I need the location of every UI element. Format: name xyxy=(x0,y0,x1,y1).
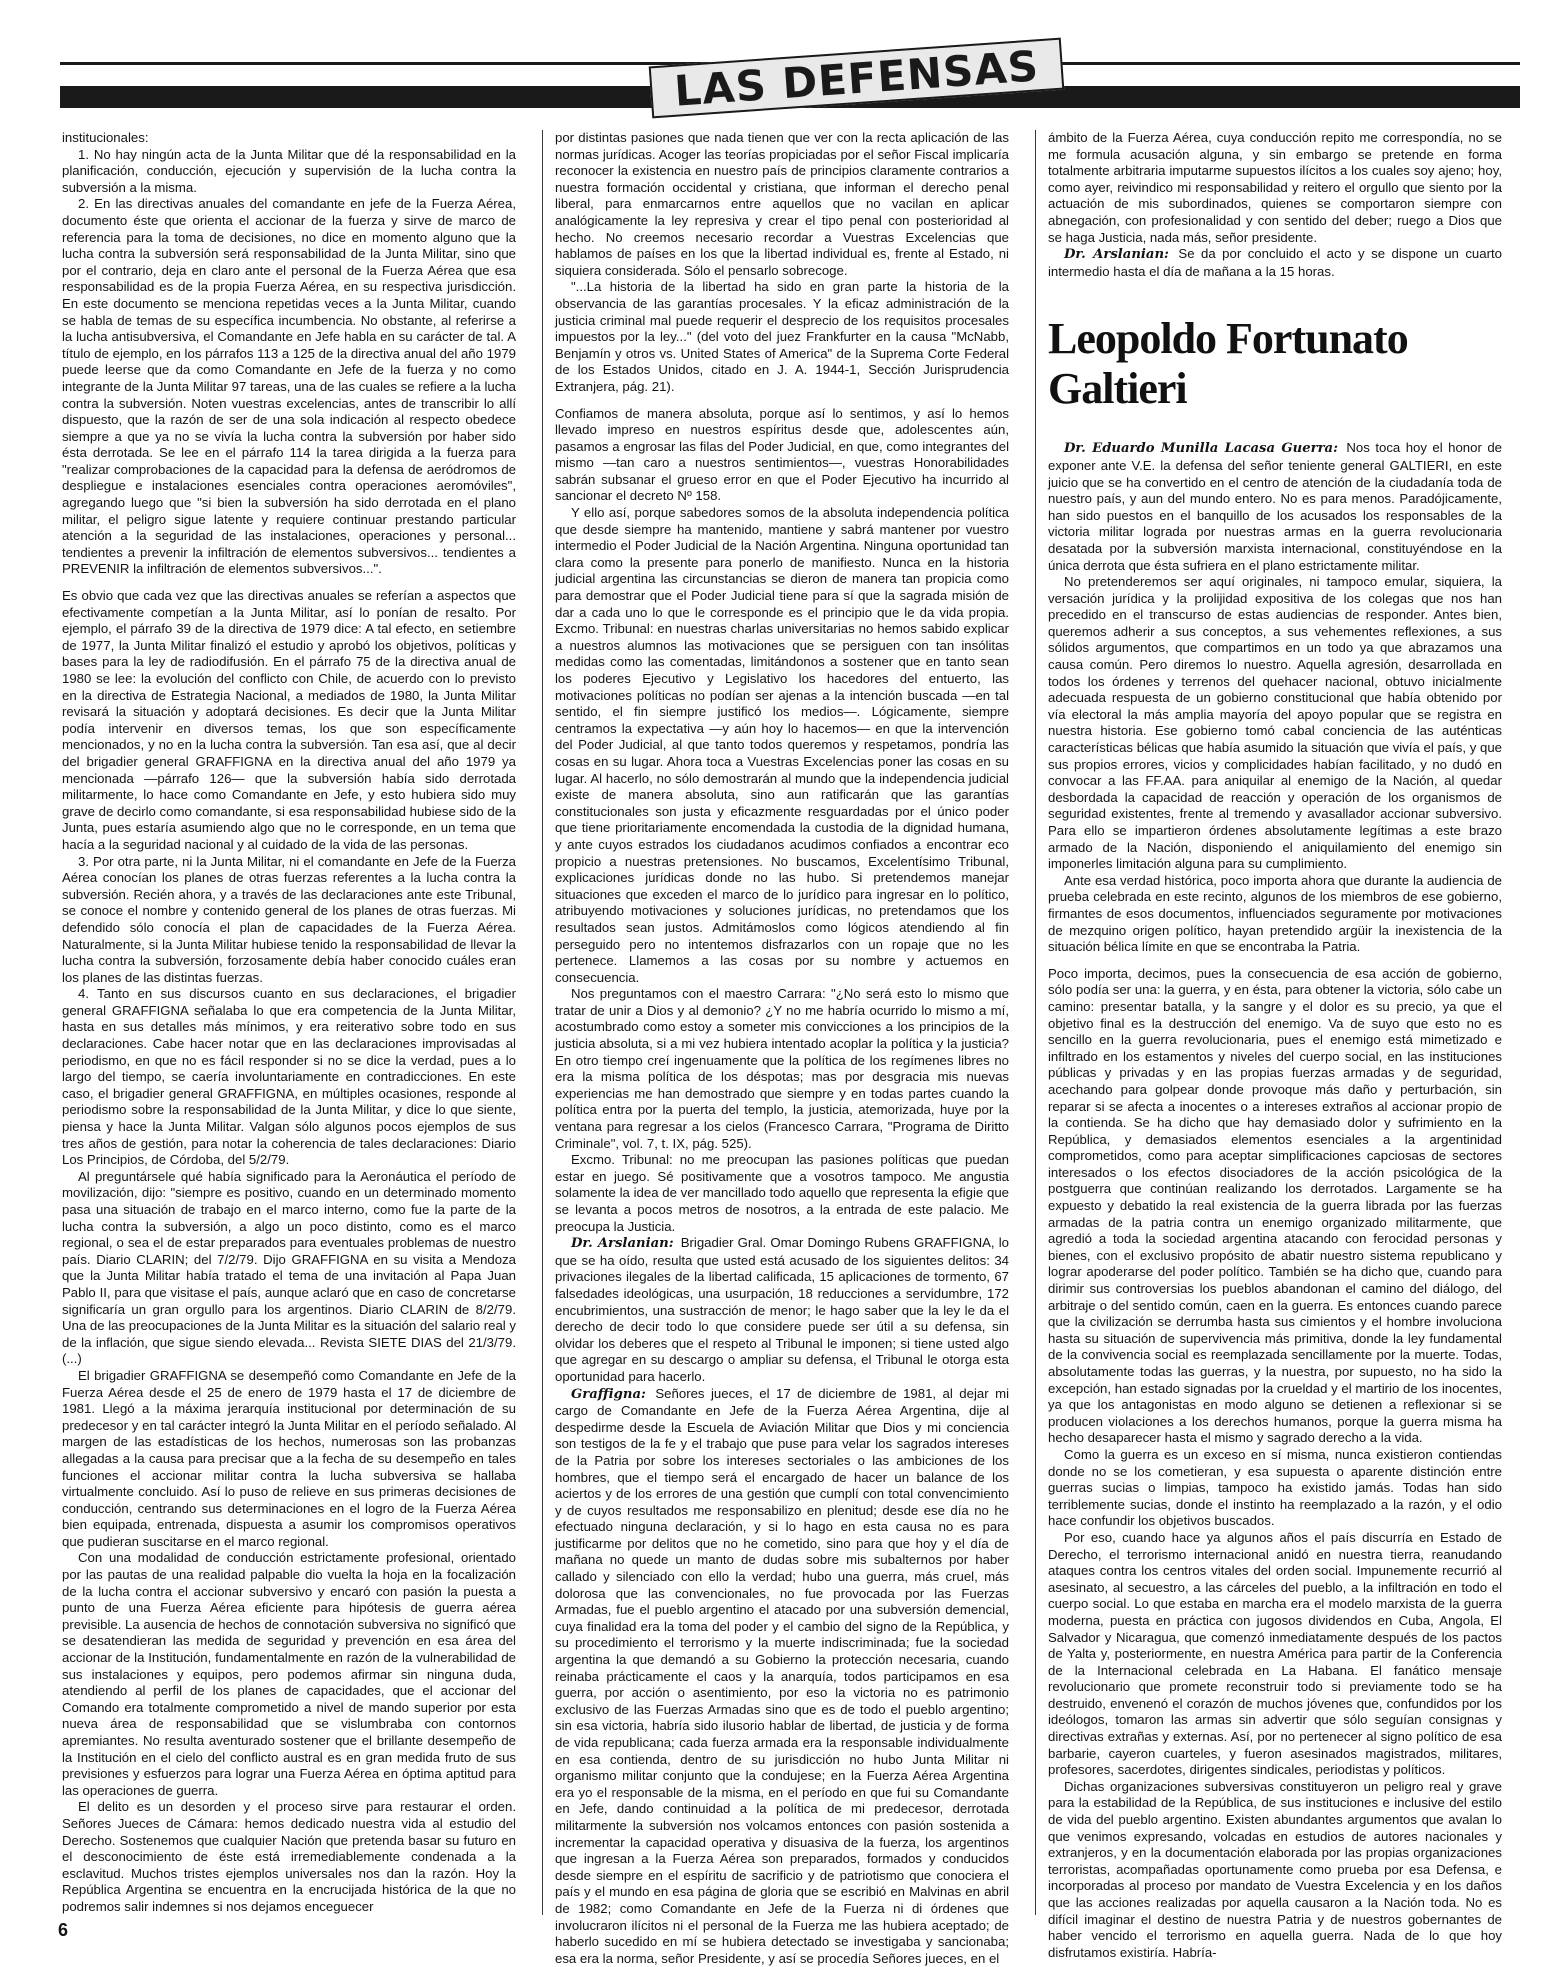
paragraph: por distintas pasiones que nada tienen que ver con la recta aplicación de las normas jurídicas. Acoger las teorías propiciadas por el señor Fiscal implicaría reconocer la existencia en nuestro país de principios claramente contrarios a nuestra formación occidental y cristiana, que informan el derecho penal liberal, para enmarcarnos entre aquellos que no vacilan en aplicar analógicamente la ley represiva y crear el tipo penal con posterioridad al hecho. No creemos necesario recordar a Vuestras Excelencias que hablamos de países en los que la libertad individual es, frente al Estado, ni siquiera considerada. Sólo el pensarlo sobrecoge. xyxy=(555,130,1009,278)
speaker-paragraph xyxy=(1048,246,1502,280)
speaker-paragraph xyxy=(555,1235,1009,1385)
paragraph: Poco importa, decimos, pues la consecuencia de esa acción de gobierno, sólo podía ser una: la guerra, y en ésta, para obtener la victoria, sólo cabe un camino: presentar batalla, y la sangre y el dolor es su precio, ya que el objetivo final es la destrucción del enemigo. Va de suyo que esto no es sencillo en la guerra revolucionaria, pues el enemigo está mimetizado e infiltrado en los estamentos y niveles del cuerpo social, en las instituciones públicas y privadas y en las propias fuerzas armadas y de seguridad, acechando para golpear donde provoque más daño y perturbación, sin reparar si se afecta a inocentes o a intereses extraños al accionar propio de la contienda. Se ha dicho que hay demasiado dolor y sufrimiento en la República, y demasiados elementos esenciales a la argentinidad comprometidos, como para aceptar simplificaciones capciosas de sectores interesados o los efectos disociadores de la acción psicológica de la postguerra que continúan realizando los derrotados. Largamente se ha expuesto y debatido la real existencia de la guerra librada por las fuerzas armadas de la patria contra un enemigo organizado militarmente, que agredió a toda la sociedad argentina atacando con ferocidad personas y bienes, con el exclusivo propósito de abatir nuestro sistema republicano y lograr apoderarse del poder político. También se ha dicho que, cuando para dirimir sus controversias los pueblos abandonan el camino del diálogo, del arbitraje o del sentido común, caen en la guerra. Es entonces cuando parece que la civilización se derrumba hasta sus cimientos y el hombre involuciona hasta su situación de supervivencia más primitiva, donde la ley fundamental de la convivencia social es reemplazada sencillamente por la muerte. Todas, absolutamente todas las guerras, y la nuestra, por supuesto, no ha sido la excepción, han estado signadas por la crueldad y el martirio de los inocentes, ya que los antagonistas en modo alguno se detienen a reflexionar si se producen violaciones a los derechos humanos, porque la guerra misma ha hecho desaparecer hasta el mismo y sagrado derecho a la vida. xyxy=(1048,965,1502,1446)
paragraph: Dichas organizaciones subversivas constituyeron un peligro real y grave para la estabilidad de la República, de sus instituciones e inclusive del estilo de vida del pueblo argentino. Existen abundantes argumentos que avalan lo que venimos expresando, volcadas en estudios de autores nacionales y extranjeros, y en la documentación elaborada por las propias organizaciones terroristas, acompañadas oportunamente como prueba por esa Defensa, e incorporadas al proceso por mandato de Vuestra Excelencia y en los daños que las acciones realizadas por aquella causaron a la Nación toda. No es difícil imaginar el destino de nuestra Patria y de nuestros gobernantes de haber vencido el terrorismo en aquella guerra. Nada de lo que hoy disfrutamos existiría. Habría- xyxy=(1048,1778,1502,1960)
paragraph: 3. Por otra parte, ni la Junta Militar, ni el comandante en Jefe de la Fuerza Aérea conocían los planes de otras fuerzas referentes a la lucha contra la subversión. Recién ahora, y a través de las declaraciones ante este Tribunal, se conoce el nombre y contenido general de los planes de otras fuerzas. Mi defendido sólo conocía el plan de capacidades de la Fuerza Aérea. Naturalmente, si la Junta Militar hubiese tenido la responsabilidad de llevar la lucha contra la subversión, forzosamente debía haber conocido cuáles eran los planes de las distintas fuerzas. xyxy=(62,853,516,985)
paragraph: El delito es un desorden y el proceso sirve para restaurar el orden. Señores Jueces de Cámara: hemos dedicado nuestra vida al estudio del Derecho. Sostenemos que cualquier Nación que pretenda basar su futuro en el desconocimiento de éste está irremediablemente condenada a la esclavitud. Muchos tristes ejemplos universales nos dan la razón. Hoy la República Argentina se encuentra en la encrucijada histórica de la que no podremos salir indemnes si nos dejamos enceguecer xyxy=(62,1799,516,1914)
section-masthead xyxy=(60,41,1520,119)
speaker-label: Dr. Arslanian: xyxy=(571,1236,674,1252)
article-columns xyxy=(62,130,1502,1966)
speaker-paragraph xyxy=(1048,440,1502,574)
page-number: 6 xyxy=(58,1920,69,1940)
speaker-text: Señores jueces, el 17 de diciembre de 1981, al dejar mi cargo de Comandante en Jefe de la Fuerza Aérea Argentina, dije al despedirme desde la Escuela de Aviación Militar que Dios y mi conciencia son testigos de la fe y el trabajo que puse para velar los sagrados intereses de la Patria por sobre los intereses sectoriales o las ambiciones de los hombres, que el tiempo será el encargado de hacer un balance de los aciertos y de los errores de una gestión que cumplí con total convencimiento y de cuyos resultados me responsabilizo en plenitud; desde ese día no he efectuado ninguna declaración, y si lo hago en esta causa no es para justificarme por delitos que no he cometido, sino para que hoy y el día de mañana no quede un manto de dudas sobre mis subalternos por haber callado y silenciado con ello la verdad; hubo una guerra, más cruel, más dolorosa que las convencionales, no fue provocada por las Fuerzas Armadas, fue el pueblo argentino el atacado por una subversión demencial, cuya finalidad era la toma del poder y el cambio del signo de la República, y su procedimiento el terrorismo y la muerte indiscriminada; fue la sociedad argentina la que demandó a su Gobierno la protección necesaria, cuando reinaba prácticamente el caos y la anarquía, todos participamos en esa guerra, por acción o asentimiento, por eso la victoria no es patrimonio exclusivo de las Fuerzas Armadas sino que es de todo el pueblo argentino; sin esa victoria, habría sido ilusorio hablar de libertad, de justicia y de forma de vida republicana; cada fuerza armada era la responsable individualmente en esa contienda, dentro de su jurisdicción no hubo Junta Militar ni organismo militar conjunto que la condujese; en la Fuerza Aérea Argentina era yo el responsable de la misma, en el período en que fui su Comandante en Jefe, dando continuidad a la política de mi predecesor, derrotada militarmente la subversión nos volcamos entonces con pasión sostenida a incrementar la capacidad operativa y disuasiva de la fuerza, los argentinos que ingresan a la Fuerza Aérea son preparados, formados y conducidos desde siempre en el espíritu de sacrificio y de patriotismo que conociera el país y el mundo en esa página de gloria que se escribió en Malvinas en abril de 1982; como Comandante en Jefe de la Fuerza ni di órdenes que involucraron ilícitos ni el personal de la Fuerza me las hubiera aceptado; de haberlo sucedido en mí se hubiera detectado se investigaba y sancionaba; esa era la norma, señor Presidente, y así se procedía Señores jueces, en el xyxy=(555,1385,1009,1966)
column-1 xyxy=(62,130,516,1915)
speaker-text: Nos toca hoy el honor de exponer ante V.E. la defensa del señor teniente general GALTIERI, en este juicio que se ha convertido en el centro de atención de la ciudadanía toda de nuestro país, y aun del mundo entero. No es para menos. Paradójicamente, han sido puestos en el banquillo de los acusados los responsables de la victoria militar lograda por nuestras armas en la guerra revolucionaria desatada por la subversión marxista internacional, constituyéndose en la única derrota que ésta sufriera en el plano estrictamente militar. xyxy=(1048,440,1502,573)
speaker-paragraph xyxy=(555,1386,1009,1967)
paragraph: Excmo. Tribunal: no me preocupan las pasiones políticas que puedan estar en juego. Sé positivamente que a vosotros tampoco. Me angustia solamente la idea de ver mancillado todo aquello que representa la efigie que se levanta a pocos metros de nosotros, a la entrada de este palacio. Me preocupa la Justicia. xyxy=(555,1152,1009,1234)
paragraph: Ante esa verdad histórica, poco importa ahora que durante la audiencia de prueba celebrada en este recinto, algunos de los miembros de ese gobierno, firmantes de esos documentos, influenciados seguramente por motivaciones de mezquino origen político, hayan pretendido argüir la inexistencia de la situación bélica límite en que se encontraba la Patria. xyxy=(1048,872,1502,955)
section-title: LAS DEFENSAS xyxy=(649,38,1065,119)
paragraph: Y ello así, porque sabedores somos de la absoluta independencia política que desde siempre ha mantenido, mantiene y sabrá mantener por vuestro intermedio el Poder Judicial de la Nación Argentina. Ninguna oportunidad tan clara como la presente para ponerlo de manifiesto. Nunca en la historia judicial argentina las circunstancias se dieron de manera tan propicia como para demostrar que el Poder Judicial tiene para sí que la sagrada misión de dar a cada uno lo que le corresponde es el principio que le da vida propia. Excmo. Tribunal: en nuestras charlas universitarias no hemos sabido explicar a nuestros alumnos las motivaciones que se persiguen con tan insólitas medidas como las comentadas, limitándonos a sostener que en tanto sean los poderes Ejecutivo y Legislativo los hacedores del entuerto, las motivaciones políticas no podían ser ajenas a la intención buscada —en tal sentido, el fin siempre justificó los medios—. Lógicamente, siempre centramos la expectativa —y aún hoy lo hacemos— en que la intervención del Poder Judicial, al que tanto todos queremos y respetamos, pondría las cosas en su lugar. Ahora toca a Vuestras Excelencias poner las cosas en su lugar. Al hacerlo, no sólo demostrarán al mundo que la independencia judicial existe de manera absoluta, sino aun ratificarán que las garantías constitucionales son justa y eficazmente resguardadas por el único poder que tiene prioritariamente encomendada la custodia de la dignidad humana, y ante cuyos estrados los ciudadanos acudimos confiados a encontrar eco propicio a nuestras pretensiones. No buscamos, Excelentísimo Tribunal, explicaciones jurídicas donde no las hubo. Si pretendemos manejar situaciones que exceden el marco de lo jurídico para ingresar en lo político, atribuyendo motivaciones y soluciones jurídicas, no pretendamos que los resultados sean justos. Admitámoslos como lógicos atendiendo al fin perseguido pero no intentemos disfrazarlos con un ropaje que no les pertenece. Llamemos a las cosas por su nombre y actuemos en consecuencia. xyxy=(555,505,1009,985)
paragraph: 1. No hay ningún acta de la Junta Militar que dé la responsabilidad en la planificación, conducción, ejecución y supervisión de la lucha contra la subversión a la misma. xyxy=(62,146,516,195)
speaker-text: Brigadier Gral. Omar Domingo Rubens GRAFFIGNA, lo que se ha oído, resulta que usted está acusado de los siguientes delitos: 34 privaciones ilegales de la libertad calificada, 15 aplicaciones de tormento, 67 falsedades ideológicas, una usurpación, 18 reducciones a servidumbre, 172 encubrimientos, una sustracción de menor; le hago saber que la ley le da el derecho de decir todo lo que considere puede ser útil a su defensa, sin olvidar los deberes que el respeto al Tribunal le imponen; si tiene usted algo que agregar en su descargo o ampliar su defensa, el Tribunal le otorga esta oportunidad para hacerlo. xyxy=(555,1235,1009,1384)
paragraph: Como la guerra es un exceso en sí misma, nunca existieron contiendas donde no se los cometieran, y esa supuesta o aparente distinción entre guerras sucias o limpias, tampoco ha existido jamás. Todas han sido terriblemente sucias, donde el instinto ha reemplazado a la razón, y el odio hace confundir los objetivos buscados. xyxy=(1048,1446,1502,1529)
column-3 xyxy=(1035,130,1502,1960)
speaker-label: Dr. Arslanian: xyxy=(1064,247,1169,263)
paragraph: El brigadier GRAFFIGNA se desempeñó como Comandante en Jefe de la Fuerza Aérea desde el 25 de enero de 1979 hasta el 17 de diciembre de 1981. Llegó a la máxima jerarquía institucional por determinación de su predecesor y en tal carácter integró la Junta Militar en el período señalado. Al margen de las estadísticas de los hechos, numerosas son las probanzas allegadas a la causa para precisar que a la fecha de su desempeño en tales funciones el accionar militar contra la lucha subversiva se hallaba virtualmente concluido. Así lo puso de relieve en sus primeras decisiones de conducción, centrando sus determinaciones en el logro de la Fuerza Aérea bien equipada, entrenada, dispuesta a asumir los compromisos operativos que pudieran suscitarse en el marco regional. xyxy=(62,1367,516,1549)
defendant-heading: Leopoldo Fortunato Galtieri xyxy=(1048,314,1408,414)
quotation: "...La historia de la libertad ha sido en gran parte la historia de la observancia de las garantías procesales. Y la eficaz administración de la justicia criminal mal puede requerir el desprecio de los requisitos procesales impuestos por la ley..." (del voto del juez Frankfurter en la causa "McNabb, Benjamín y otros vs. United States of America" de la Suprema Corte Federal de los Estados Unidos, citado en J. A. 1944-1, Sección Jurisprudencia Extranjera, pág. 21). xyxy=(555,279,1009,394)
paragraph: Al preguntársele qué había significado para la Aeronáutica el período de movilización, dijo: "siempre es positivo, cuando en un determinado momento pasa una situación de trabajo en el marco interno, como fue la parte de la lucha contra la subversión, a algo un poco distinto, como es el marco regional, o sea el de estar preparados para eventuales problemas de nuestro país. Diario CLARIN; del 7/2/79. Dijo GRAFFIGNA en su visita a Mendoza que la Junta Militar había tratado el tema de una invitación al Papa Juan Pablo II, para que visitase el país, aunque aclaró que en caso de concretarse significaría un gran orgullo para los argentinos. Diario CLARIN de 8/2/79. Una de las preocupaciones de la Junta Militar es la situación del salario real y de la inflación, que sigue siendo elevada... Revista SIETE DIAS del 21/3/79. (...) xyxy=(62,1168,516,1367)
paragraph: Nos preguntamos con el maestro Carrara: "¿No será esto lo mismo que tratar de unir a Dios y al demonio? ¿Y no me habría ocurrido lo mismo a mí, acostumbrado como estoy a someter mis convicciones a los principios de la justicia absoluta, si a mi vez hubiera intentado acoplar la política y la justicia? En otro tiempo creí ingenuamente que la política de los regímenes libres no era la misma política de los déspotas; mas por desgracia mis nuevas experiencias me han demostrado que siempre y en todas partes cuando la política entra por la puerta del templo, la justicia, atemorizada, huye por la ventana para regresar a los cielos (Francesco Carrara, "Programa de Diritto Criminale", vol. 7, t. IX, pág. 525). xyxy=(555,986,1009,1151)
paragraph: Es obvio que cada vez que las directivas anuales se referían a aspectos que efectivamente competían a la Junta Militar, así lo ponían de resalto. Por ejemplo, el párrafo 39 de la directiva de 1979 dice: A tal efecto, en setiembre de 1977, la Junta Militar finalizó el estudio y aprobó los objetivos, políticas y bases para la ley de radiodifusión. En el párrafo 75 de la directiva anual de 1980 se lee: la evolución del conflicto con Chile, de acuerdo con lo previsto en la directiva de Estrategia Nacional, a mediados de 1980, la Junta Militar revisará la situación y adoptará decisiones. Es decir que la Junta Militar podía intervenir en diversos temas, los que son específicamente mencionados, y no en la lucha contra la subversión. Tan esa así, que al decir del brigadier general GRAFFIGNA en la directiva anual del año 1979 ya mencionada —párrafo 126— que la subversión había sido derrotada militarmente, lo hace como Comandante en Jefe, y esto hubiera sido muy grave de decirlo como comandante, si esa responsabilidad hubiese sido de la Junta, pues estaría asumiendo algo que no le corresponde, en un tema que hacía a la seguridad nacional y al cuidado de la vida de las personas. xyxy=(62,588,516,852)
paragraph: institucionales: xyxy=(62,130,149,145)
paragraph: Por eso, cuando hace ya algunos años el país discurría en Estado de Derecho, el terrorismo internacional anidó en nuestra tierra, reanudando ataques contra los centros vitales del orden social. Impunemente recurrió al asesinato, al secuestro, a las cárceles del pueblo, a la infiltración en todo el cuerpo social. Lo que estaba en marcha era el modelo marxista de la guerra moderna, puesta en práctica con jugosos dividendos en Cuba, Angola, El Salvador y Nicaragua, que comenzó inmediatamente después de los pactos de Yalta y, posteriormente, en nuestra América para partir de la Conferencia de la Internacional celebrada en La Habana. El fanático mensaje revolucionario que promete reconstruir todo si previamente todo se ha destruido, envenenó el corazón de muchos jóvenes que, confundidos por los ideólogos, tomaron las armas sin advertir que sólo seguían consignas y directivas extrañas y externas. Así, por no pertenecer al signo político de esa barbarie, cayeron cuarteles, y fueron asesinados magistrados, militares, profesores, sacerdotes, dirigentes sindicales, periodistas y políticos. xyxy=(1048,1529,1502,1778)
paragraph: ámbito de la Fuerza Aérea, cuya conducción repito me correspondía, no se me formula acusación alguna, y sin embargo se pretende en forma totalmente arbitraria imputarme supuestos ilícitos a los cuales soy ajeno; hoy, como ayer, reivindico mi responsabilidad y reitero el orgullo que siento por la actuación de mis subordinados, quienes se comportaron siempre con abnegación, con profesionalidad y con sentido del deber; ruego a Dios que se haga Justicia, nada más, señor presidente. xyxy=(1048,130,1502,245)
column-2 xyxy=(542,130,1009,1966)
paragraph: 2. En las directivas anuales del comandante en jefe de la Fuerza Aérea, documento éste que orienta el accionar de la fuerza y sirve de marco de referencia para la toma de decisiones, no dice en momento alguno que la lucha contra la subversión será responsabilidad de la Junta Militar, sino que por el contrario, deja en claro ante el personal de la Fuerza Aérea que esa responsabilidad es de la propia Fuerza Aérea, en su respectiva jurisdicción. En este documento se menciona repetidas veces a la Junta Militar, cuando se habla de temas de su específica incumbencia. No obstante, al referirse a la lucha antisubversiva, el Comandante en Jefe habla en su carácter de tal. A título de ejemplo, en los párrafos 113 a 125 de la directiva anual del año 1979 puede leerse que da como Comandante en Jefe de la fuerza y no como integrante de la Junta Militar 97 tareas, una de las cuales se refiere a la lucha contra la subversión. Noten vuestras excelencias, antes de transcribir lo allí dispuesto, que la razón de ser de una sola indicación al respecto obedece siempre a que ya no se vivía la lucha contra la subversión por haber sido ésta derrotada. Se lee en el párrafo 114 la tarea dirigida a la fuerza para "realizar comprobaciones de la capacidad para la defensa de aeródromos de despliegue e instalaciones esenciales contra operaciones aeromóviles", agregando luego que "si bien la subversión ha sido derrotada en el plano militar, el peligro sigue latente y requiere continuar prestando particular atención a la seguridad de las instalaciones, operaciones y personal... tendientes a prevenir la infiltración de elementos subversivos... tendientes a PREVENIR la infiltración de elementos subversivos...". xyxy=(62,196,516,577)
speaker-text: Se da por concluido el acto y se dispone un cuarto intermedio hasta el día de mañana a la 15 horas. xyxy=(1048,246,1502,279)
paragraph: Con una modalidad de conducción estrictamente profesional, orientado por las pautas de una realidad palpable dio vuelta la hoja en la focalización de la lucha contra el accionar subversivo y encaró con pasión la puesta a punto de una Fuerza Aérea eficiente para hipótesis de guerra aérea previsible. La ausencia de hechos de connotación subversiva no significó que se desatendieran las medida de seguridad y prevención en esa área del accionar de la Institución, fundamentalmente en razón de la vulnerabilidad de sus instalaciones y equipos, pero podemos afirmar sin ninguna duda, atendiendo al perfil de los planes de capacidades, que el accionar del Comando era totalmente comprometido a nivel de mando superior por esta nueva área de responsabilidad que se vislumbraba con contornos apremiantes. No resulta aventurado sostener que el brillante desempeño de la Institución en el cielo del conflicto austral es en gran medida fruto de sus previsiones y esfuerzos para lograr una Fuerza Aérea en óptima aptitud para las operaciones de guerra. xyxy=(62,1550,516,1798)
paragraph: Confiamos de manera absoluta, porque así lo sentimos, y así lo hemos llevado impreso en nuestros espíritus desde que, adolescentes aún, pasamos a engrosar las filas del Poder Judicial, en que, como integrantes del mismo —tan caro a nuestros sentimientos—, vuestras Honorabilidades sabrán subsanar el grueso error en que el Poder Ejecutivo ha incurrido al sancionar el decreto Nº 158. xyxy=(555,405,1009,504)
paragraph: No pretenderemos ser aquí originales, ni tampoco emular, siquiera, la versación jurídica y la prolijidad expositiva de los colegas que nos han precedido en el transcurso de estas audiencias de responder. Antes bien, queremos adherir a sus conceptos, a sus vehementes reflexiones, a sus sólidos argumentos, que compartimos en un todo ya que abrazamos una causa común. Pero diremos lo nuestro. Aquella agresión, desarrollada en todos los órdenes y terrenos del quehacer nacional, obtuvo inicialmente adecuada respuesta de un gobierno constitucional que había obtenido por vía electoral la más amplia mayoría del apoyo popular que se registra en nuestra historia. Ese gobierno tomó cabal conciencia de las auténticas características bélicas que había asumido la situación que vivía el país, y que sus propios errores, vicios y complicidades habían facilitado, y no dudó en convocar a las FF.AA. para aniquilar al enemigo de la Nación, al quedar desbordada la capacidad de reacción y operación de los organismos de seguridad existentes, frente al tremendo y avasallador accionar subversivo. Para ello se impartieron órdenes absolutamente legítimas a este brazo armado de la Nación, disponiendo el aniquilamiento del enemigo sin imponerles limitación alguna para su cumplimiento. xyxy=(1048,574,1502,872)
paragraph: 4. Tanto en sus discursos cuanto en sus declaraciones, el brigadier general GRAFFIGNA señalaba lo que era competencia de la Junta Militar, hasta en sus detalles más mínimos, y era reiterativo sobre todo en sus declaraciones. Cabe hacer notar que en las declaraciones improvisadas al periodismo, en que no es fácil responder si no se dice la verdad, pues a lo largo del tiempo, se caería involuntariamente en contradicciones. En este caso, el brigadier general GRAFFIGNA, en múltiples ocasiones, responde al periodismo sobre la responsabilidad de la Junta Militar, y dice lo que siente, piensa y hace la Junta Militar. Valgan sólo algunos pocos ejemplos de sus tres años de gestión, para notar la coherencia de tales declaraciones: Diario Los Principios, de Córdoba, del 5/2/79. xyxy=(62,986,516,1168)
speaker-label: Graffigna: xyxy=(571,1386,646,1402)
speaker-label: Dr. Eduardo Munilla Lacasa Guerra: xyxy=(1064,441,1338,457)
